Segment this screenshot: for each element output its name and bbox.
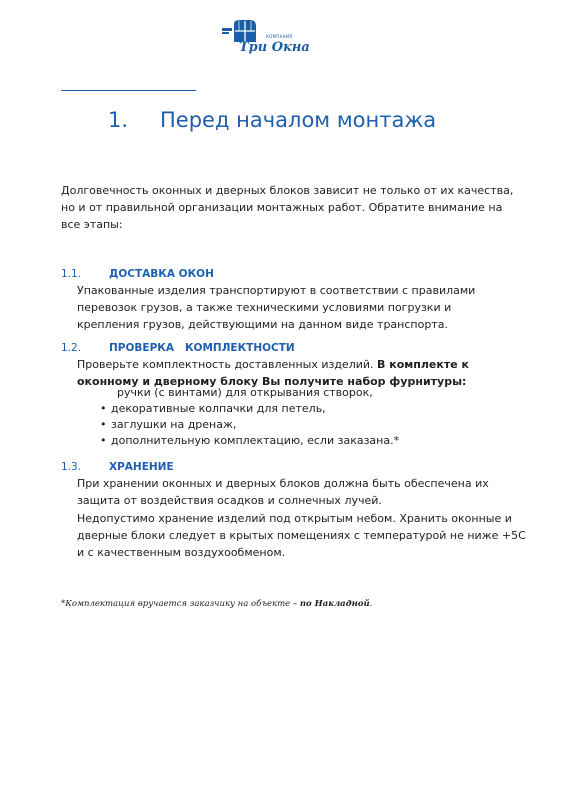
storage-line: Недопустимо хранение изделий под открытым небом. Хранить оконные и xyxy=(77,512,512,525)
list-item-text: декоративные колпачки для петель, xyxy=(111,402,326,415)
logo-name: Три Окна xyxy=(239,40,310,55)
section-title-delivery: ДОСТАВКА ОКОН xyxy=(109,268,214,280)
list-item xyxy=(97,385,399,401)
page-title xyxy=(108,108,436,132)
page-title-number: 1. xyxy=(108,108,129,132)
section-text-storage: При хранении оконных и дверных блоков должна быть обеспечена их защита от воздействия осадков и солнечных лучей. xyxy=(77,477,489,507)
list-item xyxy=(97,433,399,449)
storage-line: дверные блоки следует в крытых помещениях с температурой не ниже +5С xyxy=(77,529,526,542)
list-item xyxy=(97,401,399,417)
list-item-text: заглушки на дренаж, xyxy=(111,418,237,431)
page-title-text: Перед началом монтажа xyxy=(160,108,437,132)
bullet-icon: • xyxy=(100,402,107,415)
list-item-text: дополнительную комплектацию, если заказана.* xyxy=(111,434,400,447)
intro-paragraph: Долговечность оконных и дверных блоков зависит не только от их качества, но и от правильной организации монтажных работ. Обратите внимание на все этапы: xyxy=(61,184,514,231)
footnote-strong: по Накладной xyxy=(299,599,370,609)
section-text-delivery: Упакованные изделия транспортируют в соответствии с правилами перевозок грузов, а также техническими условиями погрузки и крепления грузов, действующими на данном виде транспорта. xyxy=(77,284,476,331)
section-number-1-1: 1.1. xyxy=(61,268,82,280)
footnote-text: *Комплектация вручается заказчику на объекте – xyxy=(61,599,300,609)
accessories-list xyxy=(97,385,399,449)
section-number-1-3: 1.3. xyxy=(61,461,82,473)
section-number-1-2: 1.2. xyxy=(61,342,82,354)
list-item xyxy=(97,417,399,433)
storage-line: и с качественным воздухообменом. xyxy=(77,546,286,559)
logo-subtitle: КОМПАНИЯ xyxy=(266,34,293,39)
section-text-storage-2 xyxy=(77,510,526,561)
completeness-text: Проверьте комплектность доставленных изделий. xyxy=(77,358,374,371)
footnote-end: . xyxy=(369,599,373,609)
list-item-text: ручки (с винтами) для открывания створок, xyxy=(117,386,373,399)
completeness-text-bold: В комплекте к оконному и дверному блоку Вы получите набор фурнитуры: xyxy=(77,358,469,388)
bullet-icon: • xyxy=(100,434,107,447)
section-title-completeness: ПРОВЕРКА КОМПЛЕКТНОСТИ xyxy=(109,342,295,354)
footnote xyxy=(61,599,372,609)
bullet-icon: • xyxy=(100,418,107,431)
header-rule xyxy=(61,90,196,91)
section-title-storage: ХРАНЕНИЕ xyxy=(109,461,174,473)
